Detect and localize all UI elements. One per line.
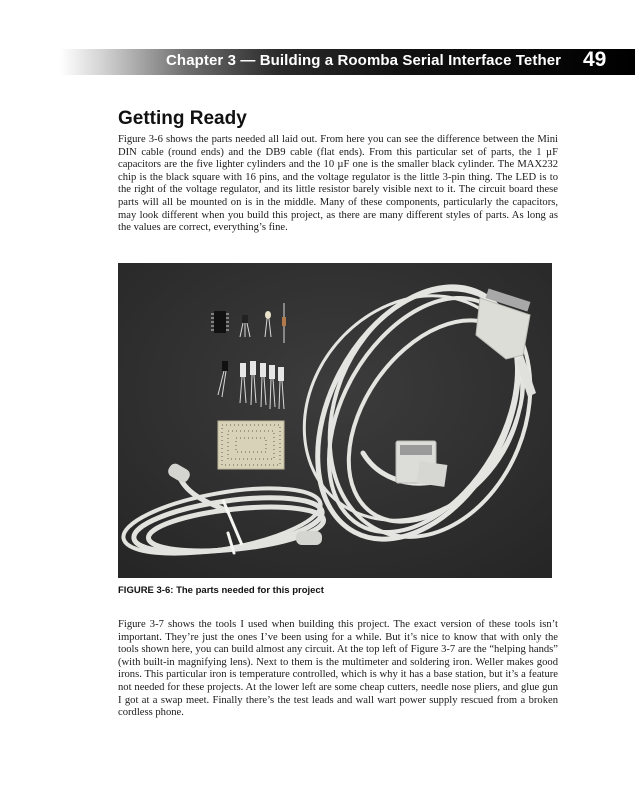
chapter-title: Chapter 3 — Building a Roomba Serial Interface Tether: [166, 52, 562, 69]
figure-photo: [118, 263, 552, 578]
mini-din-connector: [296, 531, 322, 545]
body-paragraph: Figure 3-6 shows the parts needed all laid out. From here you can see the difference between the Mini DIN cable (round ends) and the DB9 cable (flat ends). From this particular set of parts, the 1 µF capacitors are the five lighter cylinders and the 10 µF one is the smaller black cylinder. The MAX232 chip is the black square with 16 pins, and the voltage regulator is the little 3-pin thing. The LED is to the right of the voltage regulator, and its little resistor barely visible next to it. The circuit board these parts will all be mounted on is in the middle. Many of these components, particularly the capacitors, may look different when you build this project, as there are many different styles of parts. As long as the values are correct, everything’s fine.: [118, 134, 558, 234]
figure-caption-text: The parts needed for this project: [176, 585, 324, 596]
section-heading: Getting Ready: [118, 108, 247, 129]
circuit-board: [218, 421, 284, 469]
body-paragraph: Figure 3-7 shows the tools I used when building this project. The exact version of these tools isn’t important. They’re just the ones I’ve been using for a while. But it’s nice to know that with only the tools shown here, you can build almost any circuit. At the top left of Figure 3-7 are the “helping hands” (with built-in magnifying lens). Next to them is the multimeter and soldering iron. Weller makes good irons. This particular iron is temperature controlled, which is why it has a base station, but it’s a feature not needed for these projects. At the lower left are some cheap cutters, needle nose pliers, and glue gun I got at a swap meet. Finally there’s the test leads and wall wart power supply rescued from a broken cordless phone.: [118, 619, 558, 719]
figure-label: FIGURE 3-6:: [118, 585, 174, 596]
parts-photo: [118, 263, 552, 578]
max232-chip: [211, 311, 229, 333]
page-number: 49: [583, 48, 607, 71]
figure-caption: [118, 585, 324, 596]
